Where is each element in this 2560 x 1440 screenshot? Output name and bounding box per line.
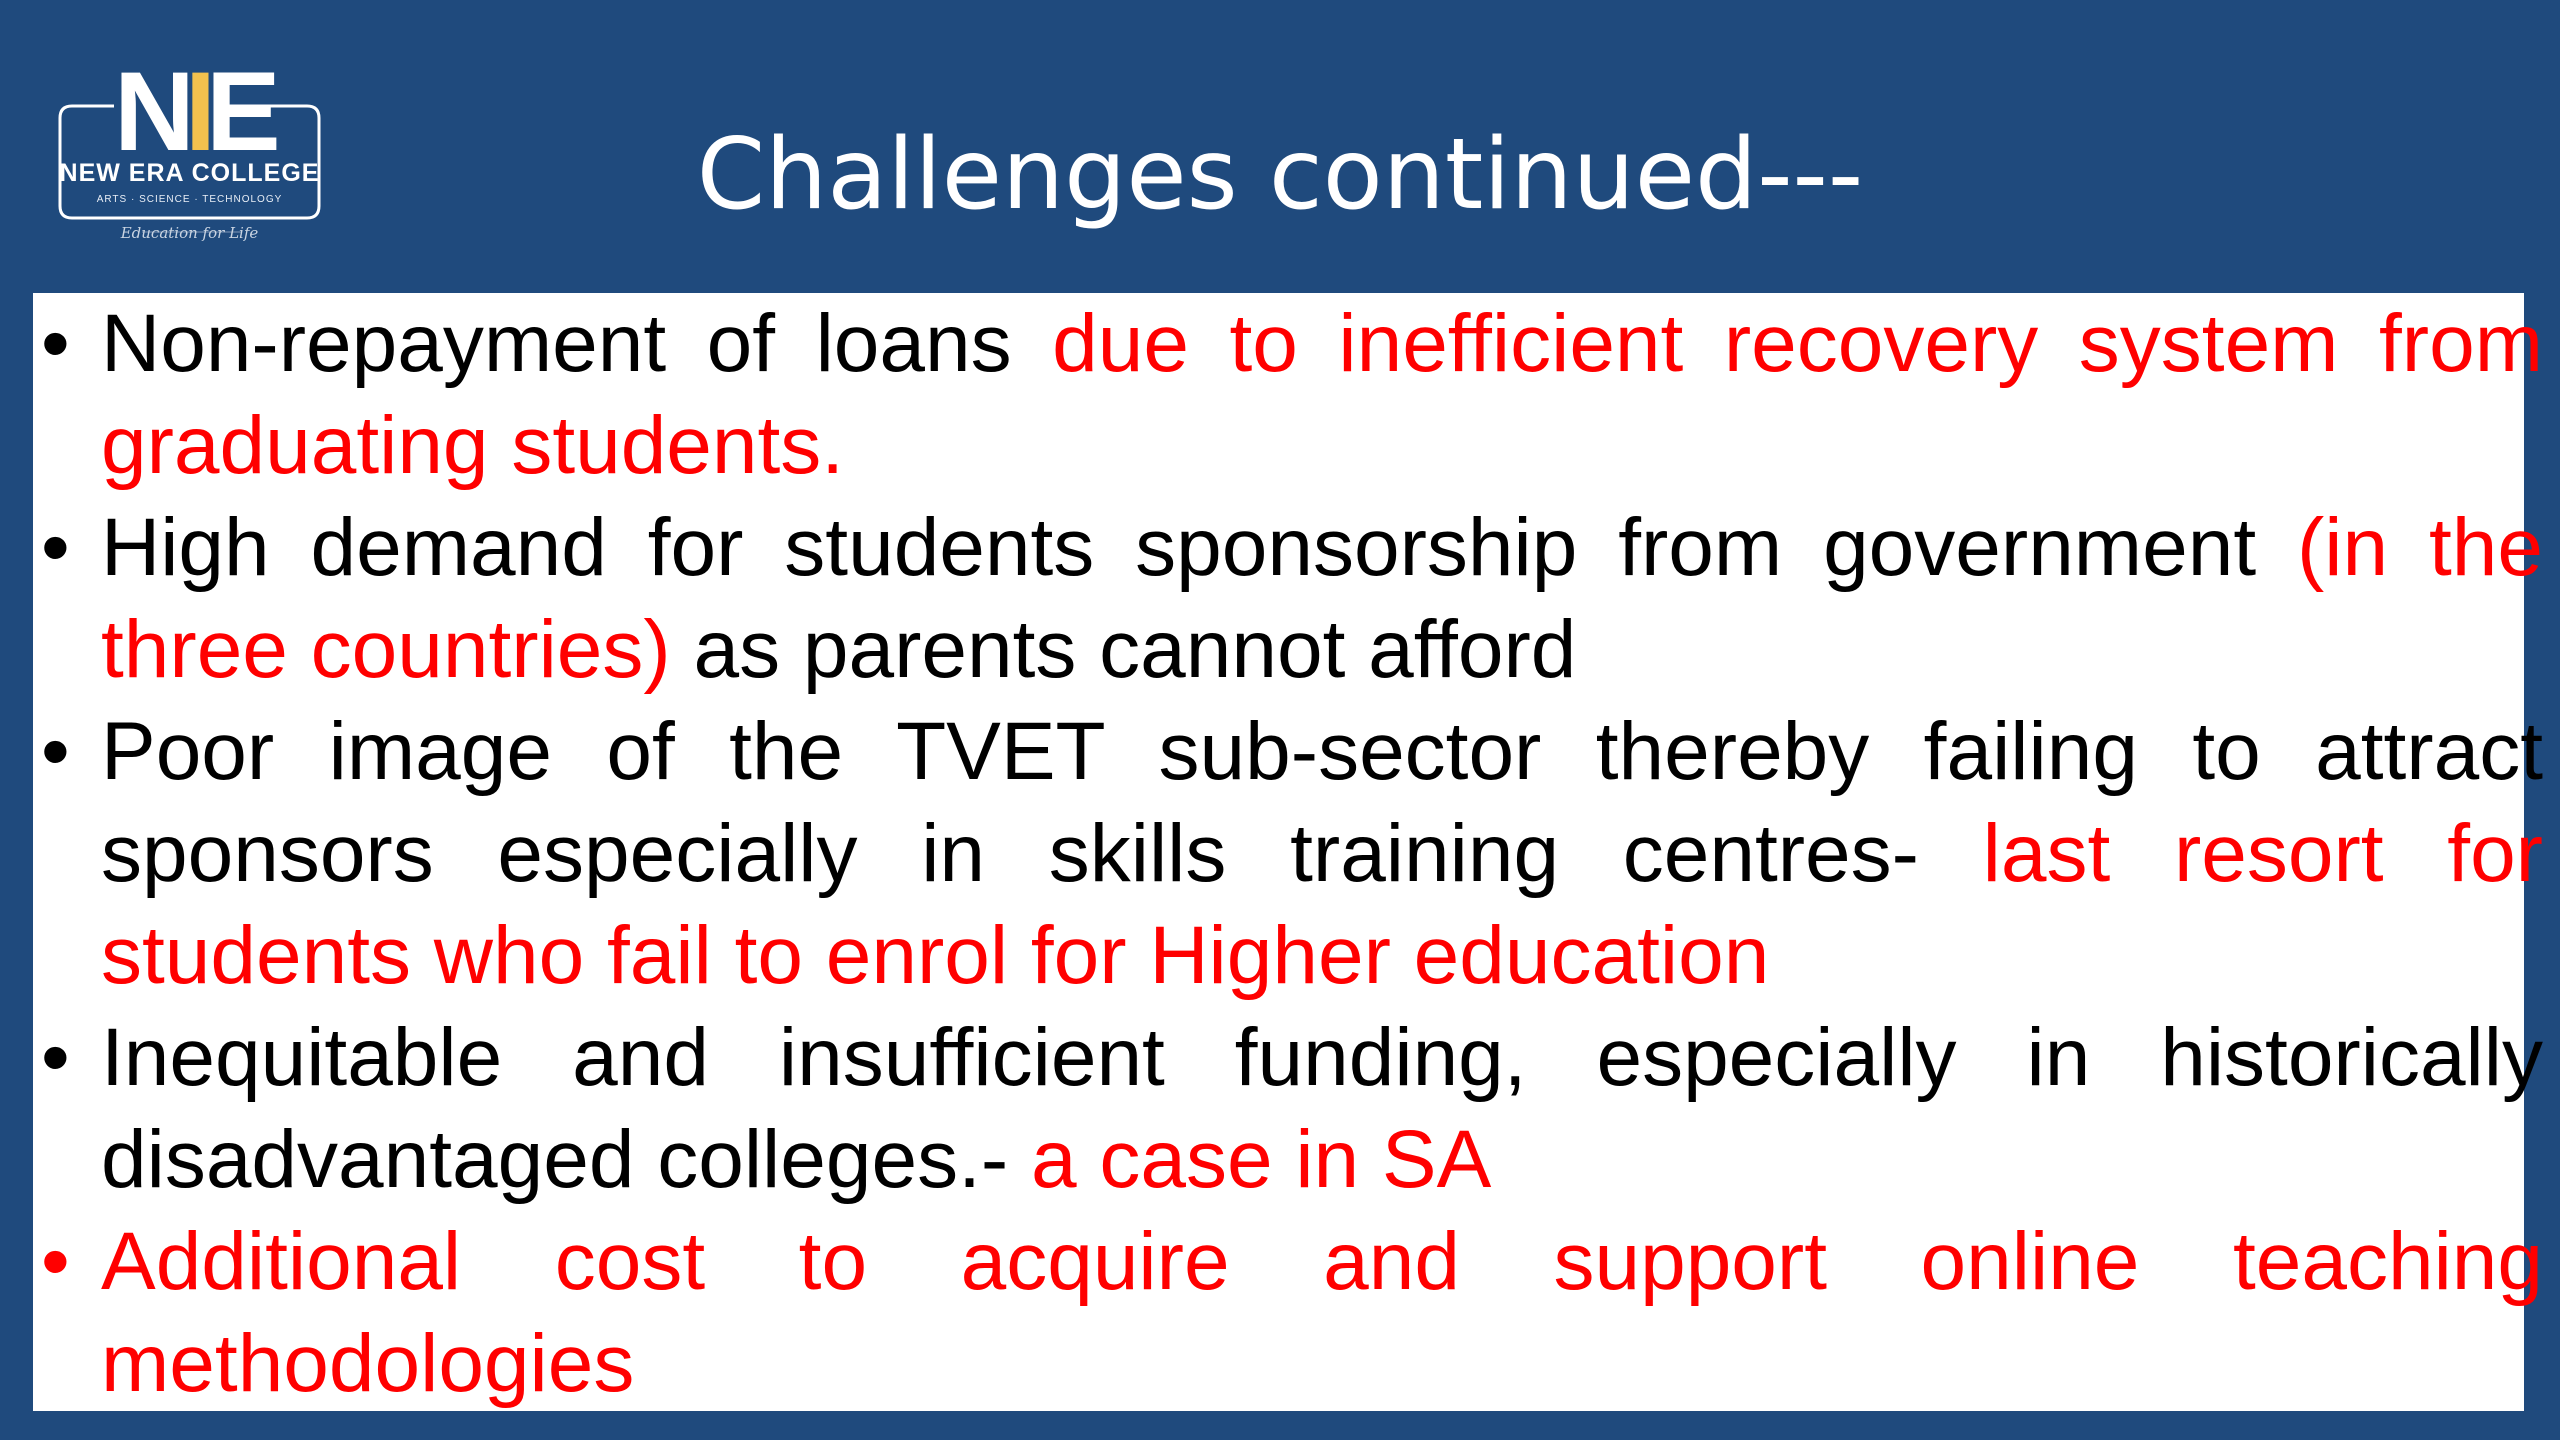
bullet-item-tvet-image [41, 701, 2543, 1007]
logo-college-name: NEW ERA COLLEGE [59, 159, 320, 187]
bullet-highlight-text: due to inefficient recovery system from graduating students. [101, 298, 2543, 491]
bullet-item-funding [41, 1007, 2543, 1211]
logo-monogram-accent: I [184, 49, 207, 174]
bullet-text: Non-repayment of loans [101, 298, 1053, 389]
bullet-item-loans [41, 293, 2543, 497]
bullet-icon: • [41, 1012, 70, 1103]
bullet-text: Poor image of the TVET sub-sector thereby failing to attract sponsors especially in skills training centres- [101, 706, 2543, 899]
bullet-text: as parents cannot afford [670, 604, 1577, 695]
bullet-item-online-cost [41, 1211, 2543, 1415]
content-panel [33, 293, 2543, 1411]
bullet-highlight-text: Additional cost to acquire and support online teaching methodologies [101, 1216, 2543, 1409]
college-logo [52, 49, 327, 251]
logo-tagline: Education for Life [120, 224, 259, 242]
bullet-highlight-text: a case in SA [1030, 1114, 1492, 1205]
bullet-list [41, 293, 2543, 1415]
slide-title: Challenges continued--- [696, 118, 1864, 232]
bullet-highlight-text: last resort for students who fail to enrol for Higher education [101, 808, 2543, 1001]
bullet-icon: • [41, 502, 70, 593]
logo-monogram-e: E [206, 49, 271, 174]
bullet-icon: • [41, 298, 70, 389]
logo-monogram [114, 49, 271, 174]
bullet-text: Inequitable and insufficient funding, especially in historically disadvantaged colleges.- [101, 1012, 2543, 1205]
logo-monogram-n: N [114, 49, 185, 174]
bullet-text: High demand for students sponsorship from government [101, 502, 2297, 593]
bullet-icon: • [41, 1216, 70, 1307]
bullet-item-sponsorship [41, 497, 2543, 701]
bullet-icon: • [41, 706, 70, 797]
bullet-highlight-text: (in the three countries) [101, 502, 2543, 695]
logo-subline: ARTS · SCIENCE · TECHNOLOGY [96, 194, 283, 205]
